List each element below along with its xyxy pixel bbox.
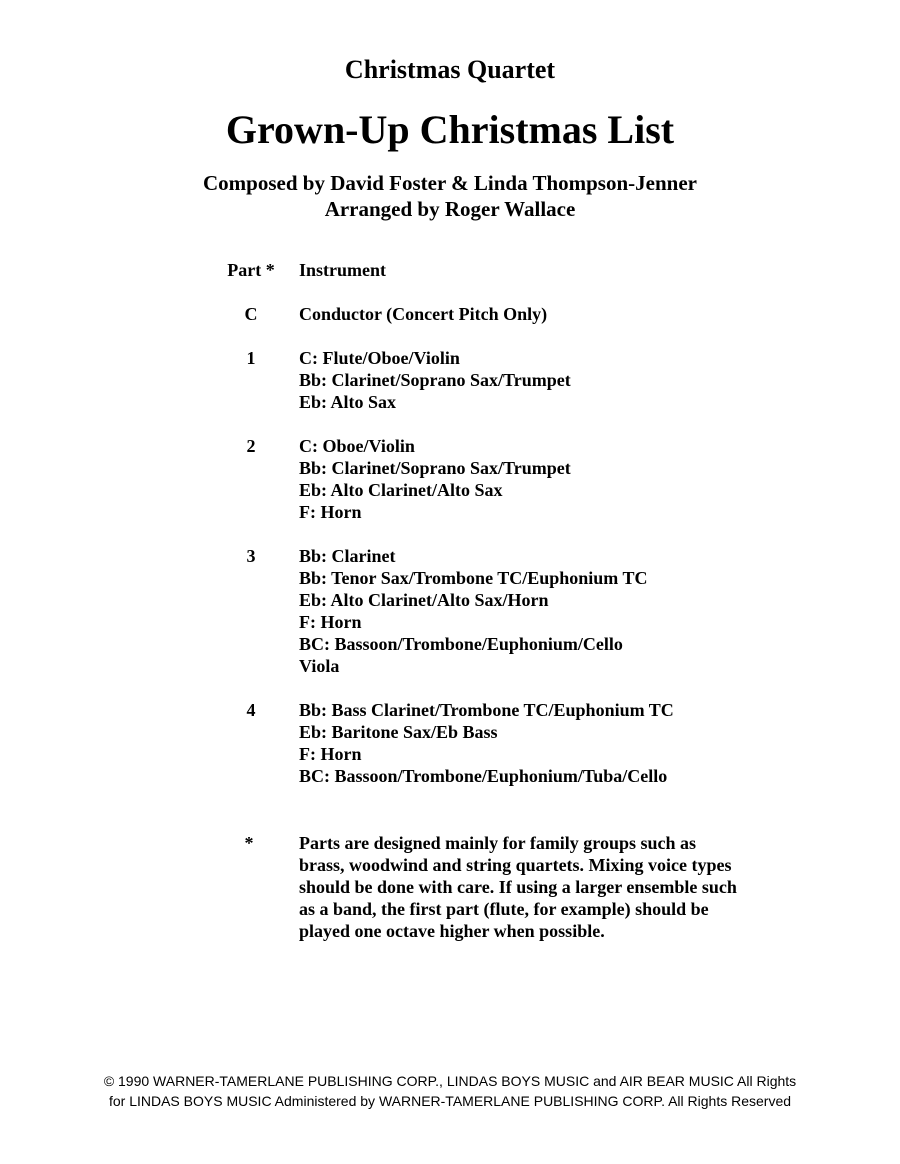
column-header-instrument: Instrument	[299, 260, 387, 280]
instrument-line: Bb: Tenor Sax/Trombone TC/Euphonium TC	[299, 568, 648, 588]
composer-credit: Composed by David Foster & Linda Thompson-Jenner	[203, 171, 697, 195]
footnote-marker: *	[244, 833, 254, 853]
part-label: 2	[246, 436, 256, 456]
part-label: 4	[246, 700, 256, 720]
page-subtitle: Christmas Quartet	[344, 55, 556, 84]
instrument-line: Bb: Clarinet/Soprano Sax/Trumpet	[299, 458, 571, 478]
copyright-footer	[0, 1071, 900, 1111]
instrument-line: Conductor (Concert Pitch Only)	[299, 304, 548, 324]
instrument-line: C: Flute/Oboe/Violin	[299, 348, 460, 368]
instrument-line: F: Horn	[299, 612, 362, 632]
column-header-part: Part *	[227, 260, 275, 280]
instrument-list	[299, 545, 647, 677]
instrument-line: Eb: Alto Clarinet/Alto Sax/Horn	[299, 590, 549, 610]
part-label: 1	[246, 348, 256, 368]
instrument-line: Bb: Bass Clarinet/Trombone TC/Euphonium TC	[299, 700, 674, 720]
instrument-line: BC: Bassoon/Trombone/Euphonium/Cello	[299, 634, 623, 654]
instrument-line: Eb: Alto Clarinet/Alto Sax	[299, 480, 503, 500]
arranger-credit: Arranged by Roger Wallace	[324, 197, 576, 221]
instrument-line: Viola	[299, 656, 340, 676]
instrument-line: Bb: Clarinet/Soprano Sax/Trumpet	[299, 370, 571, 390]
instrument-line: BC: Bassoon/Trombone/Euphonium/Tuba/Cello	[299, 766, 668, 786]
page-title: Grown-Up Christmas List	[225, 107, 675, 152]
copyright-line: © 1990 WARNER-TAMERLANE PUBLISHING CORP., LINDAS BOYS MUSIC and AIR BEAR MUSIC All Rights	[103, 1073, 797, 1089]
instrument-list	[299, 435, 571, 523]
part-label: 3	[246, 546, 256, 566]
instrument-list	[299, 699, 674, 787]
footnote-text: Parts are designed mainly for family groups such as brass, woodwind and string quartets. Mixing voice types should be done with care. If using a larger ensemble such as a band, the first part (flute, for example) should be played one octave higher when possible.	[299, 833, 737, 941]
instrument-line: F: Horn	[299, 744, 362, 764]
credits	[0, 170, 900, 222]
instrument-line: Eb: Baritone Sax/Eb Bass	[299, 722, 498, 742]
instrument-list	[299, 303, 547, 325]
instrument-line: F: Horn	[299, 502, 362, 522]
part-label: C	[244, 304, 258, 324]
instrument-line: C: Oboe/Violin	[299, 436, 415, 456]
instrument-line: Bb: Clarinet	[299, 546, 396, 566]
instrument-line: Eb: Alto Sax	[299, 392, 397, 412]
instrument-list	[299, 347, 571, 413]
copyright-line: for LINDAS BOYS MUSIC Administered by WARNER-TAMERLANE PUBLISHING CORP. All Rights Reserved	[108, 1093, 792, 1109]
